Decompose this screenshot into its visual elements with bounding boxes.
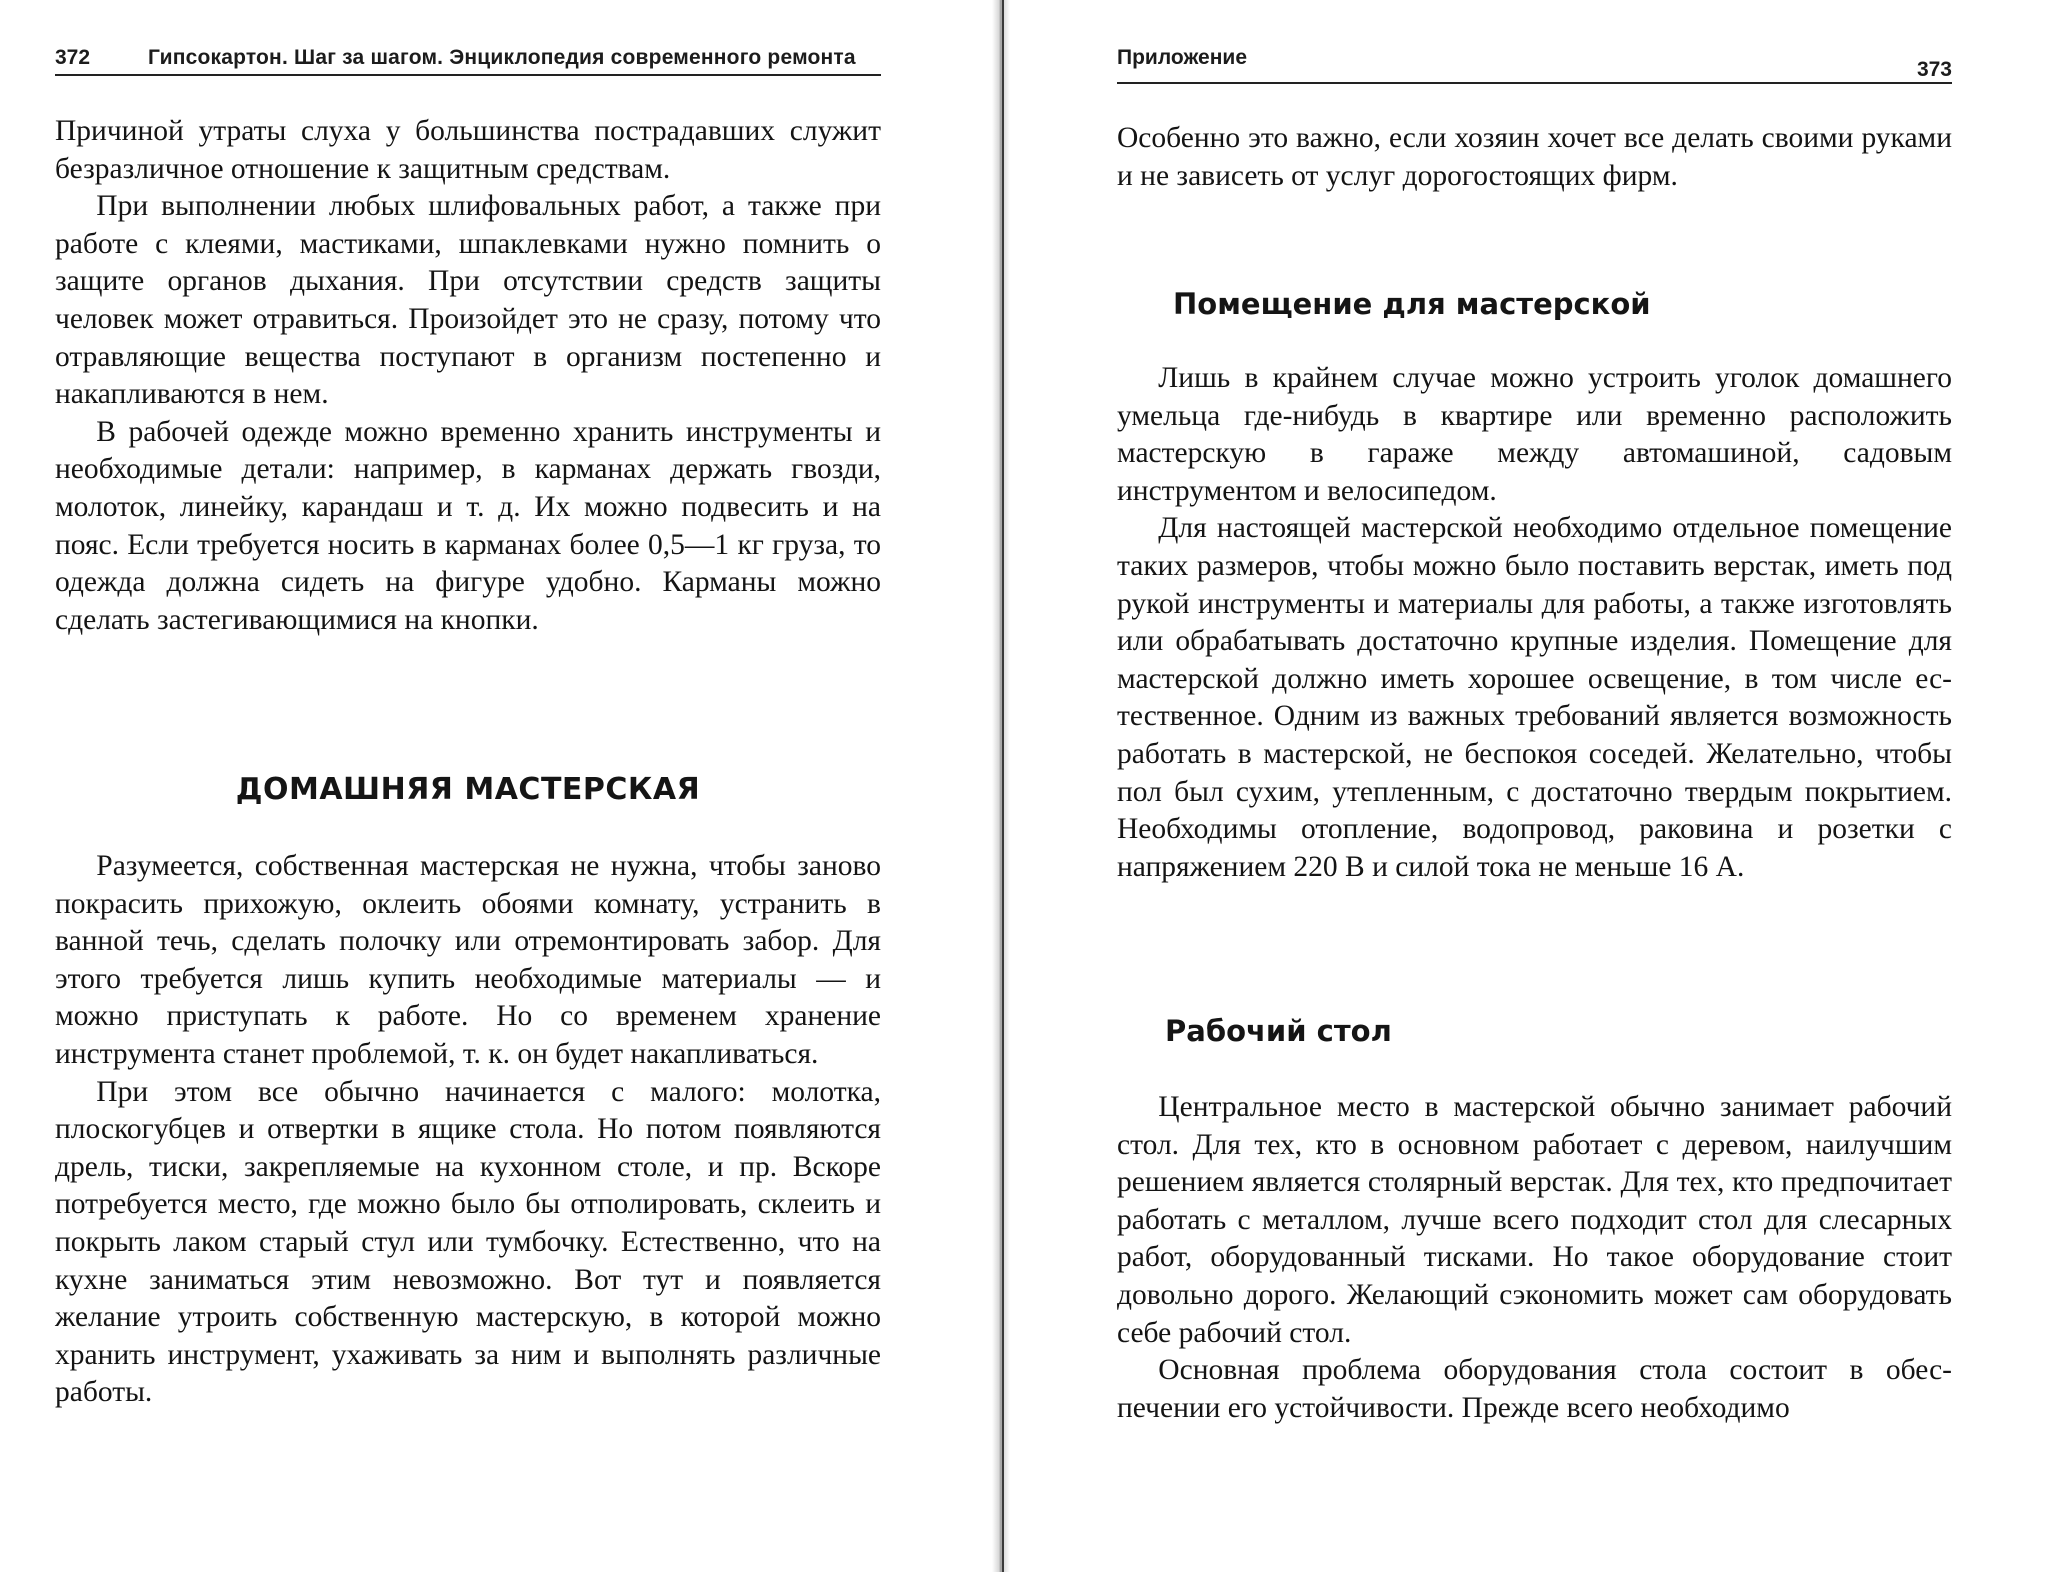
book-gutter <box>992 0 1010 1572</box>
paragraph: Основная проблема оборудования стола состоит в обеспечении его устойчивости. Прежде всего необходимо <box>1117 1354 1952 1424</box>
paragraph: В рабочей одежде можно временно хранить инструменты и необходимые детали: например, в карманах держать гвозди, молоток, линейку, карандаш и т. д. Их можно подвесить и на пояс. Если требуется носить в карманах более 0,5—1 кг груза, то одежда должна сидеть на фигуре удобно. Карманы можно сделать застегивающимися на кнопки. <box>55 415 881 636</box>
right-body-section-1 <box>1117 360 1952 886</box>
section-title: Приложение <box>1117 46 1248 69</box>
paragraph: Центральное место в мастерской обычно занимает рабочий стол. Для тех, кто в основном работает с деревом, наилучшим решением является столярный верстак. Для тех, кто предпочитает работать с металлом, лучше всего подходит стол для слесарных работ, оборудованный тисками. Но такое оборудование стоит довольно дорого. Желающий сэкономить может сам оборудовать себе рабочий стол. <box>1117 1091 1952 1349</box>
right-body-intro <box>1117 120 1952 195</box>
paragraph: При этом все обычно начинается с малого: молотка, плоскогубцев и отвертки в ящике стола. Но потом появляются дрель, тиски, закрепляемые на кухонном столе, и пр. Вскоре потребуется место, где можно было бы отполировать, склеить и покрыть лаком старый стул или тумбочку. Естественно, что на кухне заниматься этим невозможно. Вот тут и появляется желание утроить собственную мастерскую, в которой можно хранить инструмент, ухаживать за ним и выполнять различные работы. <box>55 1075 881 1409</box>
paragraph: Лишь в крайнем случае можно устроить уголок домашнего умельца где-нибудь в квартире или временно расположить мастерскую в гараже между автомашиной, садовым инструментом и велосипедом. <box>1117 362 1952 507</box>
paragraph: При выполнении любых шлифовальных работ, а также при работе с клеями, мастиками, шпаклевками нужно помнить о защите органов дыхания. При отсутствии средств защиты человек может отравиться. Произойдет это не сразу, потому что отравляющие вещества поступают в организм постепенно и накапливаются в нем. <box>55 190 881 411</box>
paragraph: Причиной утраты слуха у большинства пострадавших служит безразличное отношение к защитным средствам. <box>55 115 881 185</box>
gutter-fold-line <box>1002 0 1004 1572</box>
left-body-top <box>55 113 881 639</box>
section-heading: ДОМАШНЯЯ МАСТЕРСКАЯ <box>235 772 701 807</box>
subheading-workshop-room: Помещение для мастерской <box>1173 287 1651 321</box>
paragraph: Особенно это важно, если хозяин хочет все делать своими руками и не зависеть от услуг дорогостоящих фирм. <box>1117 122 1952 192</box>
paragraph: Для настоящей мастерской необходимо отдельное помещение таких размеров, чтобы можно было поставить верстак, иметь под рукой инструменты и материалы для работы, а также изготовлять или обрабатывать достаточно крупные изделия. Помещение для мастерской должно иметь хорошее освещение, в том числе естественное. Одним из важных требований является возможность работать в мастерской, не беспокоя соседей. Желательно, чтобы пол был сухим, утепленным, с достаточно твердым покрытием. Необходимы отопление, водопровод, раковина и розетки с напряжением 220 В и силой тока не меньше 16 А. <box>1117 512 1952 883</box>
right-page-header <box>1117 44 1952 84</box>
page-number-right: 373 <box>1916 58 1952 81</box>
left-page-header <box>55 44 881 76</box>
running-head: Гипсокартон. Шаг за шагом. Энциклопедия современного ремонта <box>148 46 856 69</box>
right-body-section-2 <box>1117 1089 1952 1427</box>
page-number-left: 372 <box>55 46 91 69</box>
paragraph: Разумеется, собственная мастерская не нужна, чтобы заново покрасить прихожую, оклеить обоями комнату, устранить в ванной течь, сделать полочку или отремонтировать забор. Для этого требуется лишь купить необходимые материалы — и можно приступать к работе. Но со временем хранение инструмента станет проблемой, т. к. он будет накапливаться. <box>55 850 881 1070</box>
subheading-workbench: Рабочий стол <box>1165 1014 1392 1048</box>
left-body-bottom <box>55 848 881 1412</box>
